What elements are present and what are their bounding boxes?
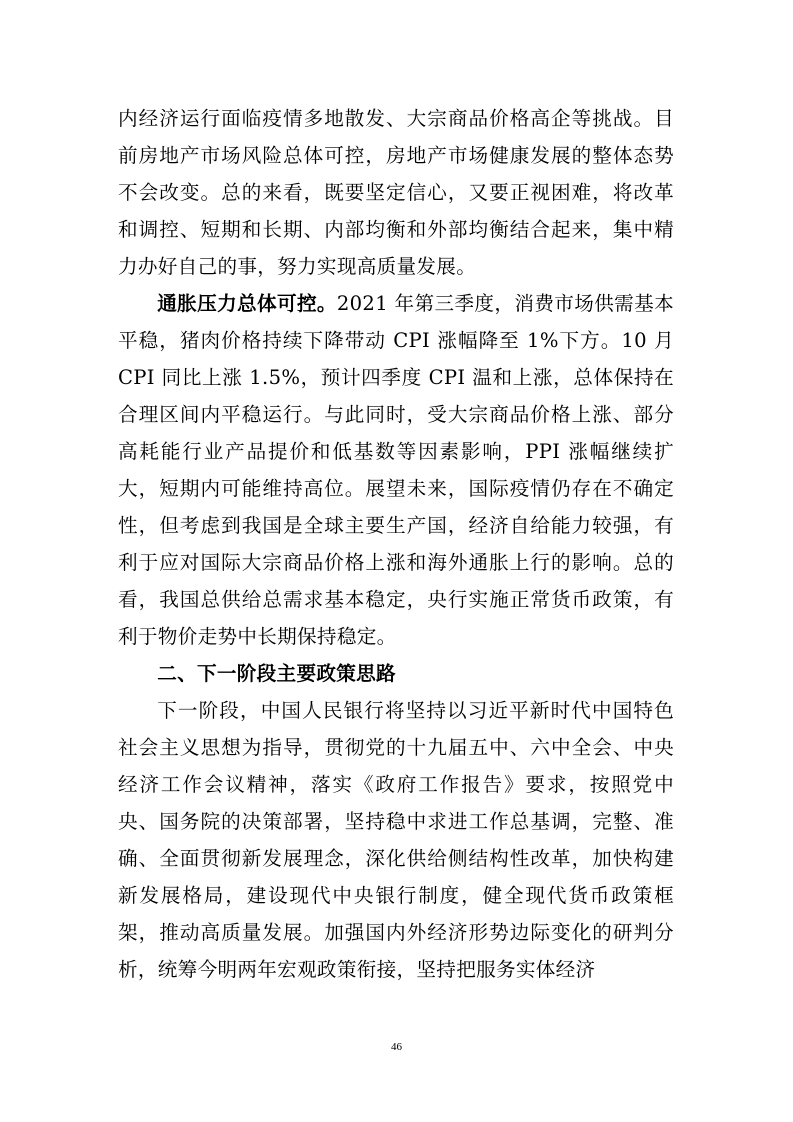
paragraph-economic-outlook: 内经济运行面临疫情多地散发、大宗商品价格高企等挑战。目前房地产市场风险总体可控，房地产市场健康发展的整体态势不会改变。总的来看，既要坚定信心，又要正视困难，将改革和调控、短期和长期、内部均衡和外部均衡结合起来，集中精力办好自己的事，努力实现高质量发展。	[118, 107, 674, 278]
paragraph-inflation-body: 2021 年第三季度，消费市场供需基本平稳，猪肉价格持续下降带动 CPI 涨幅降至 1%下方。10 月 CPI 同比上涨 1.5%，预计四季度 CPI 温和上涨，总体保持在合理区间内平稳运行。与此同时，受大宗商品价格上涨、部分高耗能行业产品提价和低基数等因素影响，PPI 涨幅继续扩大，短期内可能维持高位。展望未来，国际疫情仍存在不确定性，但考虑到我国是全球主要生产国，经济自给能力较强，有利于应对国际大宗商品价格上涨和海外通胀上行的影响。总的看，我国总供给总需求基本稳定，央行实施正常货币政策，有利于物价走势中长期保持稳定。	[118, 292, 675, 648]
paragraph-inflation	[118, 285, 674, 655]
document-page	[118, 100, 674, 988]
paragraph-policy: 下一阶段，中国人民银行将坚持以习近平新时代中国特色社会主义思想为指导，贯彻党的十九届五中、六中全会、中央经济工作会议精神，落实《政府工作报告》要求，按照党中央、国务院的决策部署，坚持稳中求进工作总基调，完整、准确、全面贯彻新发展理念，深化供给侧结构性改革，加快构建新发展格局，建设现代中央银行制度，健全现代货币政策框架，推动高质量发展。加强国内外经济形势边际变化的研判分析，统筹今明两年宏观政策衔接，坚持把服务实体经济	[118, 699, 674, 981]
paragraph-lead-inflation: 通胀压力总体可控。	[157, 292, 337, 315]
section-heading: 二、下一阶段主要政策思路	[157, 662, 396, 685]
page-number: 46	[391, 1041, 402, 1053]
